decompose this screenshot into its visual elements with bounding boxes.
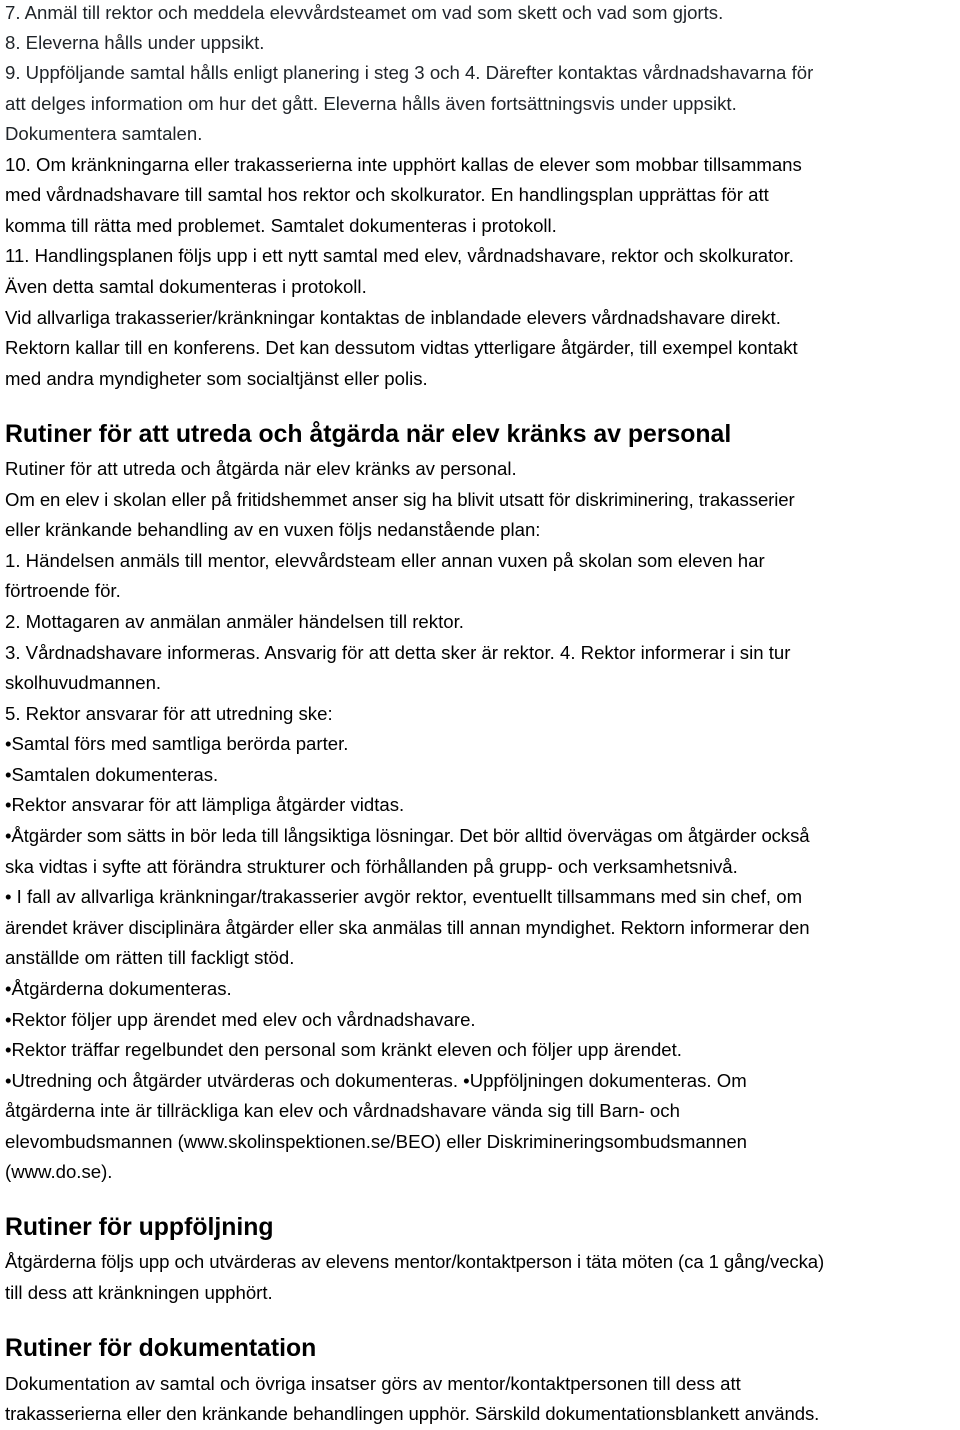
serious-cases-text-cont: med andra myndigheter som socialtjänst eller polis. (5, 368, 428, 389)
bullet-item: •Åtgärderna dokumenteras. (5, 978, 232, 999)
serious-cases-text-cont: Rektorn kallar till en konferens. Det kan dessutom vidtas ytterligare åtgärder, till exempel kontakt (5, 337, 798, 358)
serious-cases-text: Vid allvarliga trakasserier/kränkningar kontaktas de inblandade elevers vårdnadshavare direkt. (5, 307, 781, 328)
step-9-text-cont: att delges information om hur det gått. Eleverna hålls även fortsättningsvis under uppsikt. (5, 93, 737, 114)
paragraph-line: Rutiner för att utreda och åtgärda när elev kränks av personal. (5, 458, 517, 479)
paragraph-line: Dokumentation av samtal och övriga insatser görs av mentor/kontaktpersonen till dess att (5, 1373, 741, 1394)
bullet-item: •Rektor träffar regelbundet den personal som kränkt eleven och följer upp ärendet. (5, 1039, 682, 1060)
step-11-text: 11. Handlingsplanen följs upp i ett nytt samtal med elev, vårdnadshavare, rektor och skolkurator. (5, 245, 794, 266)
list-item: 3. Vårdnadshavare informeras. Ansvarig för att detta sker är rektor. 4. Rektor informerar i sin tur (5, 642, 791, 663)
paragraph-line: Åtgärderna följs upp och utvärderas av elevens mentor/kontaktperson i täta möten (ca 1 gång/vecka) (5, 1251, 825, 1272)
section-heading: Rutiner för dokumentation (5, 1335, 317, 1362)
bullet-item-cont: ska vidtas i syfte att förändra strukturer och förhållanden på grupp- och verksamhetsnivå. (5, 856, 738, 877)
list-item-cont: förtroende för. (5, 580, 121, 601)
bullet-item-cont: åtgärderna inte är tillräckliga kan elev och vårdnadshavare vända sig till Barn- och (5, 1100, 680, 1121)
bullet-item-cont: ärendet kräver disciplinära åtgärder eller ska anmälas till annan myndighet. Rektorn informerar den (5, 917, 810, 938)
bullet-item: •Utredning och åtgärder utvärderas och dokumenteras. •Uppföljningen dokumenteras. Om (5, 1070, 747, 1091)
step-9-text: 9. Uppföljande samtal hålls enligt planering i steg 3 och 4. Därefter kontaktas vårdnadshavarna för (5, 62, 814, 83)
step-10-text-cont: komma till rätta med problemet. Samtalet dokumenteras i protokoll. (5, 215, 557, 236)
bullet-item: •Samtal förs med samtliga berörda parter. (5, 733, 349, 754)
bullet-item-cont: anställde om rätten till fackligt stöd. (5, 947, 295, 968)
step-8-text: 8. Eleverna hålls under uppsikt. (5, 32, 265, 53)
bullet-item: • I fall av allvarliga kränkningar/trakasserier avgör rektor, eventuellt tillsammans med sin chef, om (5, 886, 803, 907)
bullet-item: •Samtalen dokumenteras. (5, 764, 219, 785)
step-10-text-cont: med vårdnadshavare till samtal hos rektor och skolkurator. En handlingsplan upprättas för att (5, 184, 769, 205)
bullet-item-cont: elevombudsmannen (www.skolinspektionen.se/BEO) eller Diskrimineringsombudsmannen (5, 1131, 748, 1152)
list-item: 1. Händelsen anmäls till mentor, elevvårdsteam eller annan vuxen på skolan som eleven har (5, 550, 765, 571)
section-heading: Rutiner för att utreda och åtgärda när elev kränks av personal (5, 421, 732, 448)
bullet-item: •Rektor följer upp ärendet med elev och vårdnadshavare. (5, 1009, 476, 1030)
bullet-item-cont: (www.do.se). (5, 1161, 113, 1182)
paragraph-line: trakasserierna eller den kränkande behandlingen upphör. Särskild dokumentationsblankett används. (5, 1403, 820, 1424)
bullet-item: •Rektor ansvarar för att lämpliga åtgärder vidtas. (5, 794, 405, 815)
section-heading: Rutiner för uppföljning (5, 1214, 274, 1241)
list-item: 2. Mottagaren av anmälan anmäler händelsen till rektor. (5, 611, 464, 632)
step-9-text-cont: Dokumentera samtalen. (5, 123, 203, 144)
list-item-cont: skolhuvudmannen. (5, 672, 162, 693)
step-10-text: 10. Om kränkningarna eller trakasserierna inte upphört kallas de elever som mobbar tillsammans (5, 154, 802, 175)
step-7-text: 7. Anmäl till rektor och meddela elevvårdsteamet om vad som skett och vad som gjorts. (5, 2, 724, 23)
paragraph-line: till dess att kränkningen upphört. (5, 1282, 273, 1303)
bullet-item: •Åtgärder som sätts in bör leda till långsiktiga lösningar. Det bör alltid övervägas om åtgärder också (5, 825, 810, 846)
paragraph-line: eller kränkande behandling av en vuxen följs nedanstående plan: (5, 519, 541, 540)
paragraph-line: Om en elev i skolan eller på fritidshemmet anser sig ha blivit utsatt för diskriminering, trakasserier (5, 489, 795, 510)
list-item: 5. Rektor ansvarar för att utredning ske: (5, 703, 333, 724)
step-11-text-cont: Även detta samtal dokumenteras i protokoll. (5, 276, 367, 297)
